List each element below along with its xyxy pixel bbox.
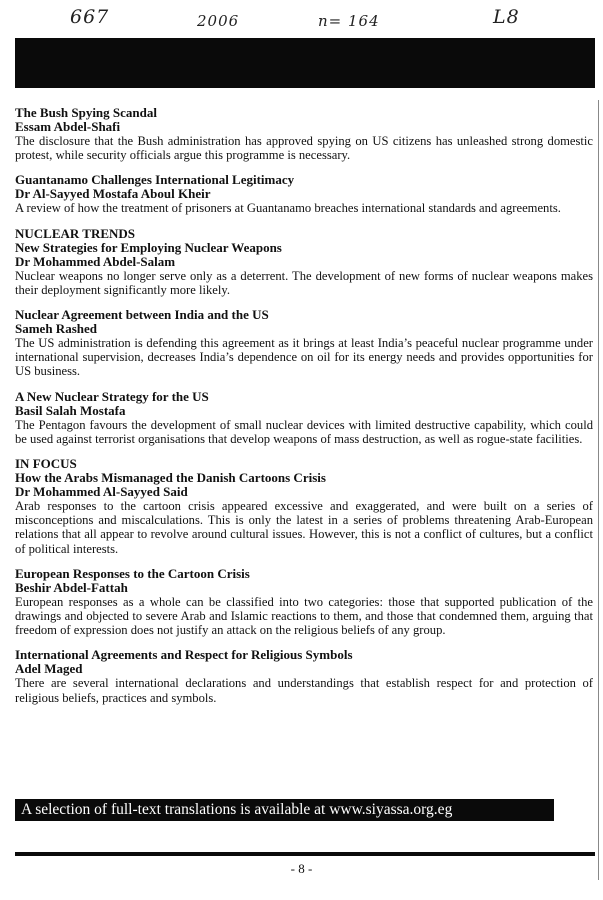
article-title: The Bush Spying Scandal — [15, 105, 157, 120]
article-summary: There are several international declarations and understandings that establish respect for and protection of religious beliefs, practices and symbols. — [15, 676, 593, 705]
article-summary: European responses as a whole can be classified into two categories: those that supported publication of the drawings and objected to severe Arab and Islamic reactions to them, and those that condemned them, arguing that freedom of expression does not justify an attack on the religious beliefs of any group. — [15, 594, 593, 638]
handwritten-note-2: 2006 — [197, 12, 240, 30]
article-summary: The US administration is defending this agreement as it brings at least India’s peaceful nuclear programme under international supervision, decreases India’s dependence on oil for its energy needs and provides opportunities for US business. — [15, 336, 593, 379]
article-title: International Agreements and Respect for Religious Symbols — [15, 647, 353, 663]
footer-rule — [15, 852, 595, 856]
article-list — [15, 106, 593, 716]
article-title: Nuclear Agreement between India and the US — [15, 307, 269, 323]
article-title: European Responses to the Cartoon Crisis — [15, 565, 250, 581]
article-summary: The disclosure that the Bush administration has approved spying on US citizens has unleashed strong domestic protest, while security officials argue this programme is necessary. — [15, 134, 593, 163]
page-number: - 8 - — [290, 861, 313, 876]
article-title: New Strategies for Employing Nuclear Weapons — [15, 239, 282, 255]
article-author: Dr Mohammed Abdel-Salam — [15, 253, 176, 269]
article-author: Basil Salah Mostafa — [15, 402, 126, 418]
article-author: Essam Abdel-Shafi — [15, 119, 121, 134]
article-author: Dr Mohammed Al-Sayyed Said — [15, 484, 188, 500]
article-summary: Arab responses to the cartoon crisis appeared excessive and exaggerated, and were built on a series of misconceptions and miscalculations. This is only the latest in a series of problems threatening Arab-European relations that all appear to revolve around cultural issues. However, this is not a conflict of cultures, but a conflict of political interests. — [15, 499, 593, 556]
article-entry — [15, 227, 593, 297]
article-entry — [15, 308, 593, 379]
section-heading: NUCLEAR TRENDS — [15, 225, 136, 241]
article-entry — [15, 457, 593, 556]
article-entry — [15, 390, 593, 446]
article-author: Beshir Abdel-Fattah — [15, 579, 128, 595]
article-summary: A review of how the treatment of prisoners at Guantanamo breaches international standards and agreements. — [15, 201, 561, 216]
article-entry — [15, 648, 593, 704]
article-title: Guantanamo Challenges International Legitimacy — [15, 172, 295, 188]
article-entry — [15, 173, 593, 215]
handwritten-note-4: L8 — [493, 6, 520, 28]
article-summary: The Pentagon favours the development of small nuclear devices with limited destructive capability, which could be used against terrorist organisations that develop weapons of mass destruction, as well as rogue-state facilities. — [15, 417, 593, 446]
article-entry — [15, 106, 593, 162]
handwritten-note-3: n= 164 — [318, 12, 380, 30]
article-author: Sameh Rashed — [15, 321, 97, 337]
article-summary: Nuclear weapons no longer serve only as a deterrent. The development of new forms of nuclear weapons makes their deployment significantly more likely. — [15, 268, 593, 297]
handwritten-note-1: 667 — [70, 6, 110, 28]
scan-margin-line — [598, 100, 599, 880]
section-heading: IN FOCUS — [15, 456, 77, 472]
article-entry — [15, 567, 593, 638]
header-black-bar — [15, 38, 595, 88]
article-author: Dr Al-Sayyed Mostafa Aboul Kheir — [15, 186, 211, 202]
article-title: How the Arabs Mismanaged the Danish Cartoons Crisis — [15, 470, 326, 486]
article-author: Adel Maged — [15, 661, 83, 677]
translations-banner: A selection of full-text translations is available at www.siyassa.org.eg — [15, 799, 554, 821]
article-title: A New Nuclear Strategy for the US — [15, 388, 209, 404]
